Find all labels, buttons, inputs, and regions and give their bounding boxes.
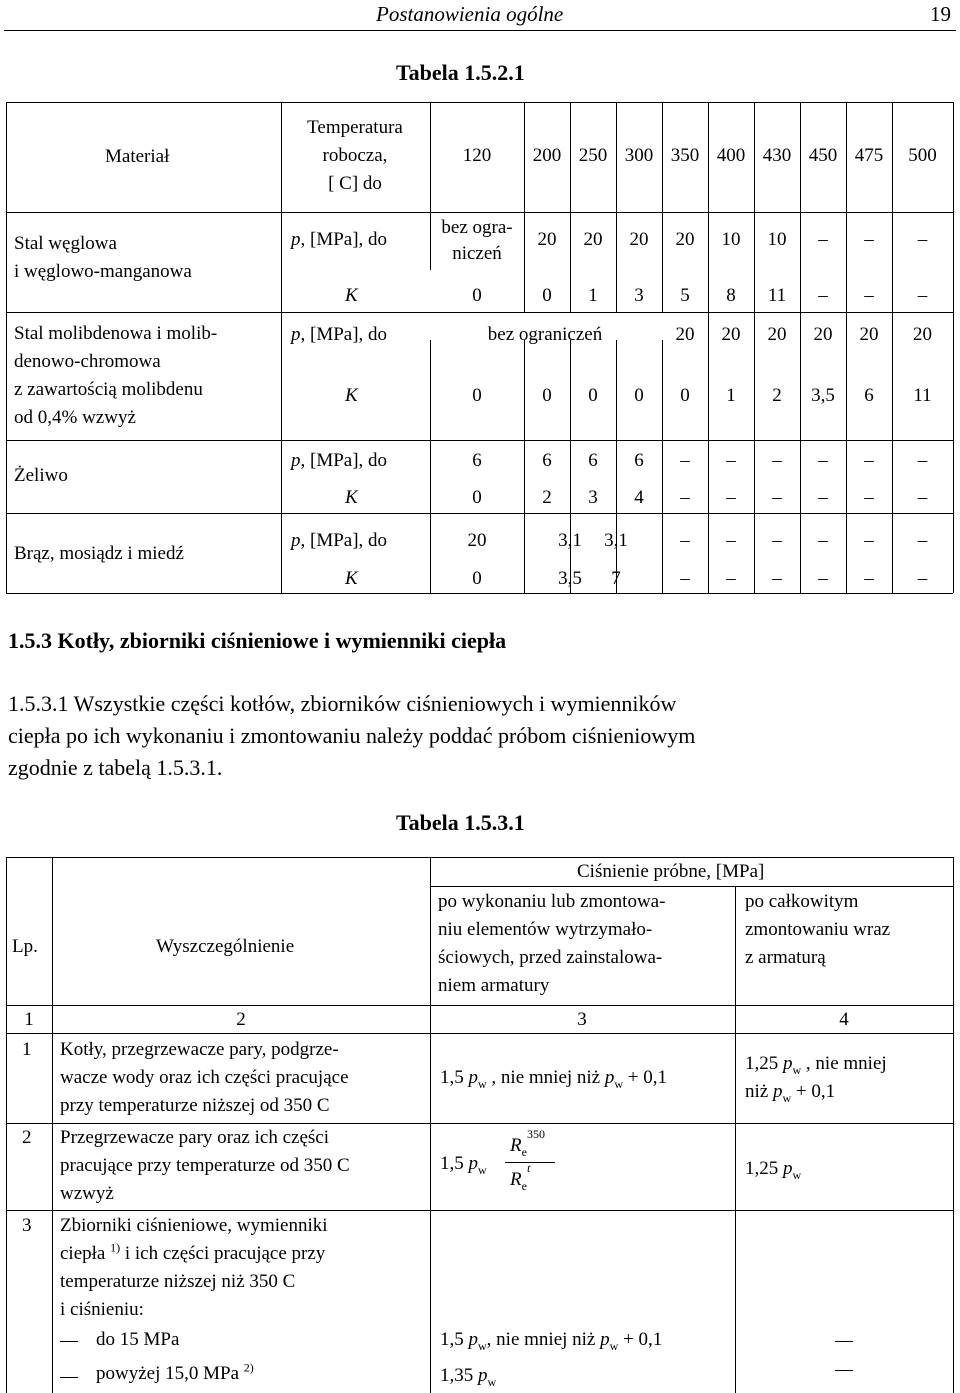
- cell-value: –: [680, 530, 690, 551]
- cell-value: –: [818, 229, 828, 250]
- col-a-line: niem armatury: [438, 975, 550, 996]
- t2-right-rule: [953, 857, 954, 1393]
- cell-value: 3,5: [811, 385, 835, 406]
- col-number: 2: [236, 1009, 246, 1030]
- page-header: [0, 0, 960, 32]
- cell-value: –: [680, 568, 690, 589]
- temp-value: 200: [532, 145, 562, 166]
- list-dash: [60, 1377, 78, 1378]
- cell-value: 0: [634, 385, 644, 406]
- col-b-line: zmontowaniu wraz: [745, 919, 891, 940]
- col-material: Materiał: [105, 146, 170, 167]
- t2-rule: [735, 886, 736, 1393]
- cell-value: –: [917, 285, 928, 306]
- col-a-line: po wykonaniu lub zmontowa-: [438, 891, 666, 912]
- col-b-line: po całkowitym: [745, 891, 859, 912]
- running-title: Postanowienia ogólne: [376, 2, 564, 26]
- cell-value: –: [726, 568, 736, 589]
- t2-rule: [52, 857, 53, 1393]
- cell-value: 3: [588, 487, 598, 508]
- cell-value: 0: [588, 385, 598, 406]
- empty-dash: [835, 1370, 853, 1371]
- row-desc-line: i ciśnieniu:: [60, 1299, 144, 1320]
- cell-value: 20: [675, 324, 695, 345]
- material-name: od 0,4% wzwyż: [14, 407, 136, 428]
- temp-value: 350: [670, 145, 700, 166]
- sub-item-label: do 15 MPa: [96, 1329, 180, 1350]
- t2-rule: [430, 886, 953, 887]
- t2-rule: [430, 857, 431, 1393]
- p-label: p, [MPa], do: [291, 324, 388, 345]
- col-temp-line: [ C] do: [328, 173, 382, 194]
- cell-value: 20: [913, 324, 932, 345]
- cell-value: 0: [472, 487, 482, 508]
- cell-value: 6: [542, 450, 552, 471]
- t1-col-rule: [616, 102, 617, 312]
- p-label: p, [MPa], do: [291, 229, 388, 250]
- cell-value: 3: [634, 285, 644, 306]
- cell-value: 20: [767, 324, 787, 345]
- list-dash: [60, 1341, 78, 1342]
- bez-ograniczen: bez ogra-: [441, 217, 513, 238]
- cell-value: 8: [726, 285, 736, 306]
- col-a-line: ściowych, przed zainstalowa-: [438, 947, 663, 968]
- cell-value: –: [917, 450, 928, 471]
- cell-value: –: [917, 229, 928, 250]
- cell-value: –: [772, 530, 782, 551]
- cell-value: 2: [772, 385, 782, 406]
- cell-value: 10: [767, 229, 787, 250]
- cell-value: –: [917, 487, 928, 508]
- row-lp: 2: [22, 1127, 32, 1148]
- cell-value: –: [680, 450, 690, 471]
- temp-value: 120: [462, 145, 492, 166]
- row-desc-line: Zbiorniki ciśnieniowe, wymienniki: [60, 1215, 328, 1236]
- t1-rule: [6, 513, 953, 514]
- t1-col-rule: [892, 102, 893, 312]
- temp-value: 450: [808, 145, 838, 166]
- cell-value: 0: [472, 285, 482, 306]
- cell-value: 20: [675, 229, 695, 250]
- row-value-b: 1,25 $p_w$: [745, 1158, 802, 1182]
- cell-value: 1: [588, 285, 598, 306]
- cell-value: –: [818, 487, 828, 508]
- row-desc-line: Przegrzewacze pary oraz ich części: [60, 1127, 329, 1148]
- cell-value: 0: [472, 385, 482, 406]
- t1-rule: [6, 440, 953, 441]
- cell-value: 20: [859, 324, 879, 345]
- t2-left-rule: [6, 857, 7, 1393]
- cell-value: 6: [864, 385, 874, 406]
- cell-value: 3,1: [558, 530, 582, 551]
- row-desc-line: Kotły, przegrzewacze pary, podgrze-: [60, 1039, 339, 1060]
- fraction-denominator: $R_e^t$: [510, 1160, 531, 1193]
- cell-value: –: [864, 568, 874, 589]
- paragraph-line-1: 1.5.3.1 Wszystkie części kotłów, zbiorników ciśnieniowych i wymienników: [8, 691, 677, 716]
- col-lp: Lp.: [12, 936, 38, 957]
- k-label: K: [345, 285, 358, 306]
- fraction-numerator: $R_e^{350}$: [510, 1126, 545, 1159]
- t1-col-rule: [800, 102, 801, 312]
- cell-value: 6: [472, 450, 482, 471]
- cell-value: 4: [634, 487, 644, 508]
- t2-rule: [6, 1210, 953, 1211]
- empty-dash: [835, 1341, 853, 1342]
- cell-value: 20: [583, 229, 603, 250]
- temp-value: 500: [908, 145, 937, 166]
- cell-value: –: [917, 568, 928, 589]
- t1-col-rule: [846, 102, 847, 312]
- temp-value: 250: [578, 145, 608, 166]
- sub-item-label: powyżej 15,0 MPa $^{2)}$: [96, 1360, 254, 1384]
- cell-value: –: [772, 568, 782, 589]
- cell-value: –: [864, 450, 874, 471]
- cell-value: 20: [813, 324, 833, 345]
- row-value-b: niż $p_w + 0,1$: [745, 1081, 836, 1105]
- cell-value: 3,5: [558, 568, 582, 589]
- cell-value: 0: [472, 568, 482, 589]
- cell-value: 11: [767, 285, 787, 306]
- t1-col-rule: [708, 102, 709, 312]
- cell-value: –: [726, 487, 736, 508]
- col-number: 1: [24, 1009, 34, 1030]
- cell-value: –: [818, 530, 828, 551]
- header-rule: [4, 30, 956, 31]
- page-number: 19: [930, 2, 951, 26]
- k-label: K: [345, 385, 358, 406]
- table2-caption: Tabela 1.5.3.1: [396, 810, 525, 835]
- cell-value: 6: [634, 450, 644, 471]
- col-wyszczegolnienie: Wyszczególnienie: [156, 936, 295, 957]
- cell-value: –: [864, 229, 874, 250]
- cell-value: –: [772, 487, 782, 508]
- temp-value: 400: [716, 145, 746, 166]
- row-value-a: 1,5 $p_w$: [440, 1153, 487, 1177]
- t1-rule: [281, 102, 282, 593]
- material-name: denowo-chromowa: [14, 351, 161, 372]
- k-label: K: [345, 568, 358, 589]
- t1-col-rule: [754, 102, 755, 312]
- row-value-a: 1,5 $p_w$, nie mniej niż $p_w + 0,1$: [440, 1329, 663, 1353]
- row-desc-line: ciepła $^{1)}$ i ich części pracujące przy: [60, 1240, 326, 1264]
- cell-value: –: [680, 487, 690, 508]
- cell-value: –: [818, 568, 828, 589]
- table1-caption: Tabela 1.5.2.1: [396, 60, 525, 85]
- t1-top-rule: [6, 102, 953, 103]
- cell-value: 10: [721, 229, 741, 250]
- temp-value: 475: [854, 145, 884, 166]
- material-name: i węglowo-manganowa: [14, 261, 192, 282]
- cell-value: –: [726, 530, 736, 551]
- material-name: Żeliwo: [14, 465, 68, 486]
- row-value-b: 1,25 $p_w$ , nie mniej: [745, 1053, 887, 1077]
- t1-bottom-rule: [6, 593, 953, 594]
- cell-value: 0: [680, 385, 690, 406]
- cell-value: 1: [726, 385, 736, 406]
- t1-col-rule: [662, 102, 663, 312]
- row-desc-line: temperaturze niższej niż 350 C: [60, 1271, 296, 1292]
- col-temp-line: robocza,: [322, 145, 388, 166]
- cell-value: –: [772, 450, 782, 471]
- bez-ograniczen: niczeń: [452, 243, 502, 264]
- p-label: p, [MPa], do: [291, 530, 388, 551]
- bez-ograniczen: bez ograniczeń: [487, 324, 603, 345]
- material-name: Brąz, mosiądz i miedź: [14, 543, 184, 564]
- col-number: 3: [577, 1009, 587, 1030]
- row-desc-line: wacze wody oraz ich części pracujące: [60, 1067, 349, 1088]
- row-value-a: 1,35 $p_w$: [440, 1365, 497, 1389]
- material-name: Stal molibdenowa i molib-: [14, 323, 218, 344]
- row-lp: 1: [22, 1039, 32, 1060]
- t1-rule: [6, 312, 953, 313]
- k-label: K: [345, 487, 358, 508]
- cell-value: –: [864, 285, 874, 306]
- cell-value: 0: [542, 385, 552, 406]
- cell-value: 11: [913, 385, 932, 406]
- material-name: Stal węglowa: [14, 233, 117, 254]
- row-desc-line: pracujące przy temperaturze od 350 C: [60, 1155, 350, 1176]
- temp-value: 300: [624, 145, 654, 166]
- col-b-line: z armaturą: [745, 947, 826, 968]
- cell-value: 3,1: [604, 530, 628, 551]
- cell-value: –: [818, 285, 828, 306]
- row-desc-line: wzwyż: [60, 1183, 114, 1204]
- t2-top-rule: [6, 857, 953, 858]
- cell-value: –: [726, 450, 736, 471]
- p-label: p, [MPa], do: [291, 450, 388, 471]
- cell-value: 20: [721, 324, 741, 345]
- col-a-line: niu elementów wytrzymało-: [438, 919, 653, 940]
- cell-value: 2: [542, 487, 552, 508]
- t1-col-rule: [524, 102, 525, 312]
- cell-value: –: [864, 487, 874, 508]
- section-heading: 1.5.3 Kotły, zbiorniki ciśnieniowe i wymienniki ciepła: [8, 628, 507, 653]
- cell-value: 6: [588, 450, 598, 471]
- cell-value: 5: [680, 285, 690, 306]
- cell-value: –: [818, 450, 828, 471]
- t1-left-rule: [6, 102, 7, 593]
- col-number: 4: [839, 1009, 849, 1030]
- col-cisnienie: Ciśnienie próbne, [MPa]: [577, 861, 765, 882]
- cell-value: 20: [467, 530, 487, 551]
- col-temp-line: Temperatura: [307, 117, 403, 138]
- cell-value: 7: [611, 568, 621, 589]
- t1-col-rule: [570, 102, 571, 312]
- temp-value: 430: [762, 145, 792, 166]
- cell-value: –: [864, 530, 874, 551]
- row-value-a: 1,5 $p_w$ , nie mniej niż $p_w + 0,1$: [440, 1067, 668, 1091]
- t1-rule: [6, 212, 953, 213]
- row-desc-line: przy temperaturze niższej od 350 C: [60, 1095, 330, 1116]
- row-lp: 3: [22, 1215, 32, 1236]
- paragraph-line-2: ciepła po ich wykonaniu i zmontowaniu należy poddać próbom ciśnieniowym: [8, 723, 696, 748]
- cell-value: 20: [629, 229, 649, 250]
- material-name: z zawartością molibdenu: [14, 379, 203, 400]
- cell-value: –: [917, 530, 928, 551]
- paragraph-line-3: zgodnie z tabelą 1.5.3.1.: [8, 755, 223, 780]
- cell-value: 20: [537, 229, 557, 250]
- cell-value: 0: [542, 285, 552, 306]
